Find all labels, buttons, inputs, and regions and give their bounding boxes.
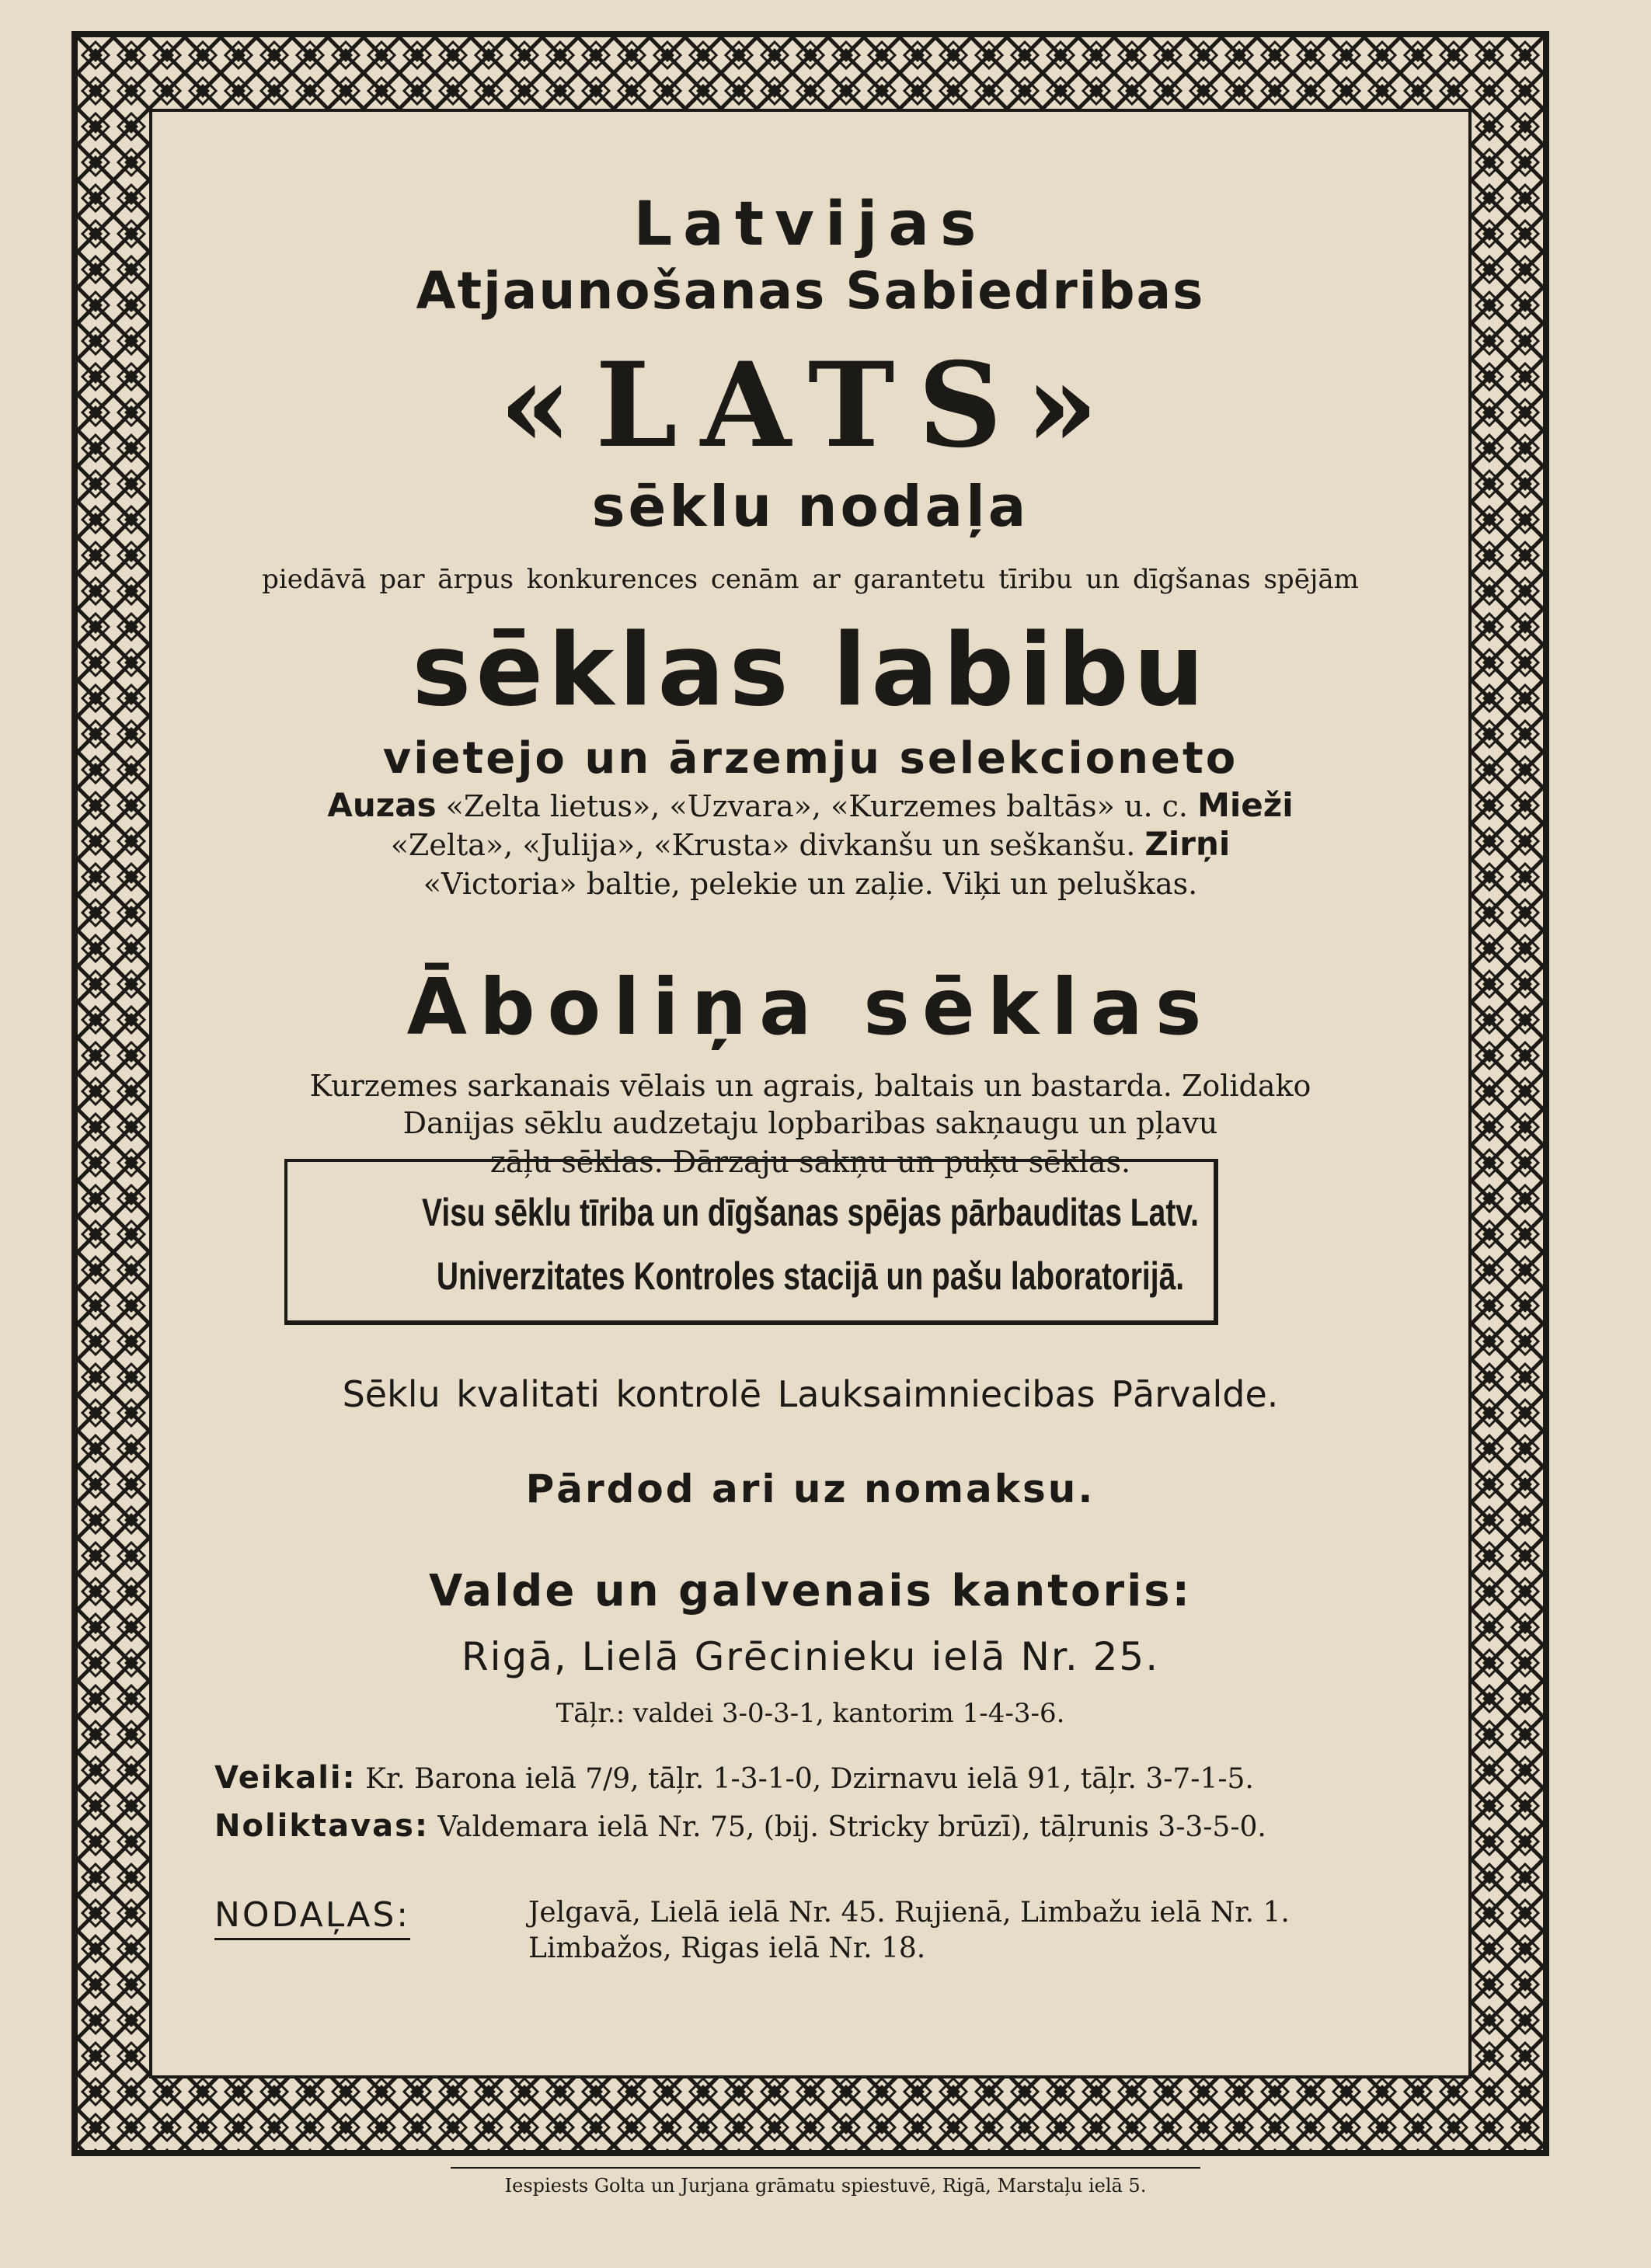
heading-latvijas: Latvijas: [633, 190, 987, 259]
branches-label: NODAĻAS:: [214, 1895, 410, 1940]
heading-seed-department: sēklu nodaļa: [591, 474, 1029, 539]
grain-seeds-title: sēklas labibu: [412, 613, 1209, 729]
printer-imprint: Iespiests Golta un Jurjana grāmatu spiestuvē, Rigā, Marstaļu ielā 5.: [504, 2175, 1147, 2197]
footer-rule: [451, 2167, 1200, 2169]
clover-line-2: Danijas sēklu audzetaju lopbaribas sakņaugu un pļavu: [402, 1106, 1218, 1140]
grain-seeds-subtitle: vietejo un ārzemju selekcioneto: [382, 733, 1238, 784]
warehouses-label: Noliktavas:: [214, 1808, 429, 1844]
warehouses-row: [214, 1808, 1266, 1844]
shops-text: Kr. Barona ielā 7/9, tāļr. 1-3-1-0, Dzirnavu ielā 91, tāļr. 3-7-1-5.: [356, 1763, 1254, 1795]
branches-line-1: Jelgavā, Lielā ielā Nr. 45. Rujienā, Limbažu ielā Nr. 1.: [528, 1897, 1290, 1929]
office-phone: Tāļr.: valdei 3-0-3-1, kantorim 1-4-3-6.: [556, 1698, 1065, 1729]
shops-label: Veikali:: [214, 1760, 357, 1796]
notice-line-2: Univerzitates Kontroles stacijā un pašu laboratorijā.: [436, 1254, 1185, 1298]
quality-notice-box: [284, 1159, 1218, 1325]
branches-line-2: Limbažos, Rigas ielā Nr. 18.: [528, 1932, 926, 1964]
clover-line-3: zāļu sēklas. Dārzaju sakņu un puķu sēklas.: [489, 1145, 1131, 1179]
peas-keyword: Zirņi: [1144, 825, 1231, 863]
clover-line-1: Kurzemes sarkanais vēlais un agrais, baltais un bastarda. Zolidako: [309, 1069, 1311, 1103]
barley-line: [152, 825, 1468, 863]
warehouses-text: Valdemara ielā Nr. 75, (bij. Stricky brūzī), tāļrunis 3-3-5-0.: [428, 1811, 1266, 1843]
credit-sale-text: Pārdod ari uz nomaksu.: [525, 1466, 1095, 1511]
oats-line: [152, 786, 1468, 824]
shops-row: [214, 1760, 1254, 1796]
peas-text: «Victoria» baltie, pelekie un zaļie. Viķi un peluškas.: [423, 867, 1198, 901]
office-address: Rigā, Lielā Grēcinieku ielā Nr. 25.: [461, 1634, 1160, 1679]
barley-keyword: Mieži: [1197, 786, 1294, 824]
ornamental-border: [71, 31, 1549, 2156]
offer-text: piedāvā par ārpus konkurences cenām ar garantetu tīribu un dīgšanas spējām: [262, 564, 1359, 595]
barley-text: «Zelta», «Julija», «Krusta» divkanšu un seškanšu.: [390, 828, 1145, 862]
oats-text: «Zelta lietus», «Uzvara», «Kurzemes baltās» u. c.: [436, 789, 1198, 823]
notice-line-1: Visu sēklu tīriba un dīgšanas spējas pārbauditas Latv.: [422, 1191, 1199, 1234]
quality-control-text: Sēklu kvalitati kontrolē Lauksaimniecibas Pārvalde.: [342, 1373, 1279, 1415]
heading-society: Atjaunošanas Sabiedribas: [416, 261, 1205, 321]
office-heading: Valde un galvenais kantoris:: [429, 1566, 1192, 1616]
clover-seeds-title: Āboliņa sēklas: [406, 962, 1214, 1052]
heading-lats: «LATS»: [499, 337, 1122, 474]
oats-keyword: Auzas: [327, 786, 437, 824]
